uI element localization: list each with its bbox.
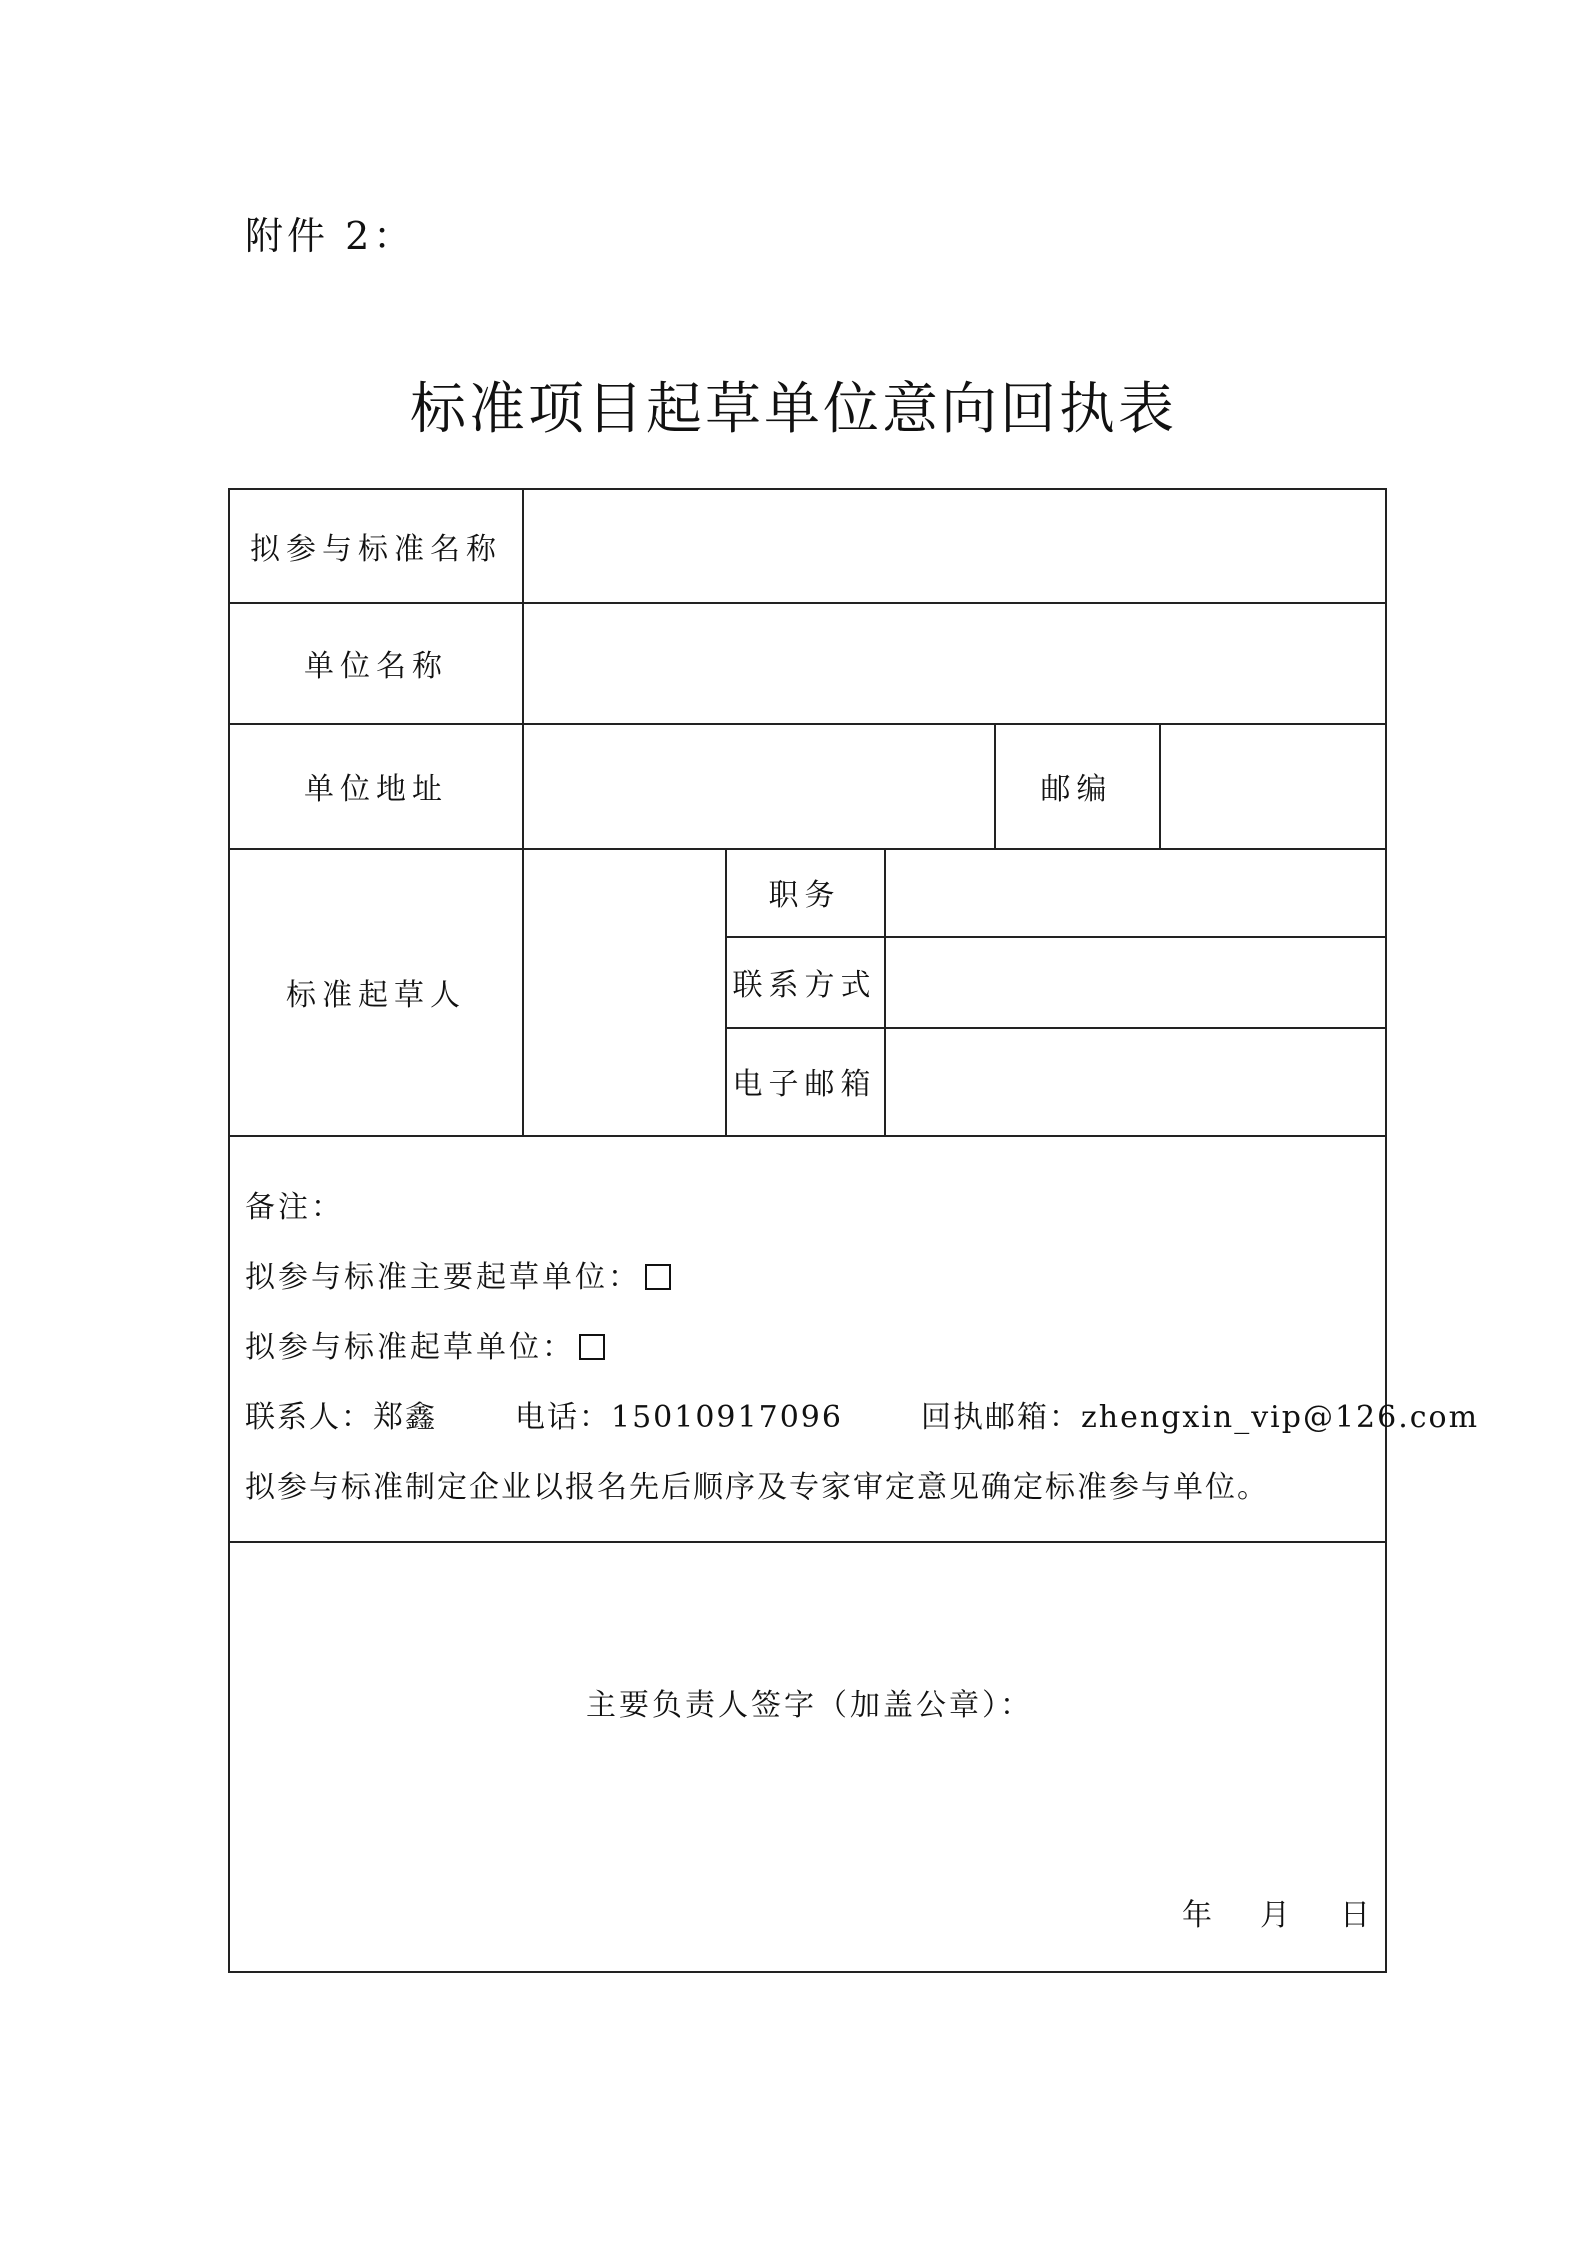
contact-person: 联系人：郑鑫	[245, 1400, 437, 1435]
remarks-label: 备注：	[245, 1190, 344, 1225]
date-year: 年	[1182, 1898, 1212, 1933]
receipt-form	[228, 488, 1480, 1973]
drafter-name-field[interactable]	[524, 850, 725, 1135]
unit-name-label: 单位名称	[304, 648, 448, 684]
drafter-label: 标准起草人	[286, 977, 466, 1013]
position-field[interactable]	[886, 850, 1385, 936]
standard-name-label: 拟参与标准名称	[250, 532, 502, 567]
contact-info-line	[245, 1392, 1479, 1436]
main-drafter-option[interactable]	[245, 1252, 671, 1296]
attachment-label: 附件 2：	[245, 214, 416, 258]
empty-checkbox-icon[interactable]	[579, 1334, 605, 1360]
date-day: 日	[1340, 1898, 1370, 1933]
drafter-option[interactable]	[245, 1322, 605, 1366]
postcode-field[interactable]	[1161, 725, 1385, 848]
position-label: 职务	[768, 878, 841, 913]
standard-name-field[interactable]	[524, 490, 1385, 602]
email-field[interactable]	[886, 1029, 1385, 1135]
signature-label: 主要负责人签字（加盖公章）：	[586, 1688, 1033, 1723]
postcode-label: 邮编	[1040, 771, 1113, 807]
main-drafter-option-label: 拟参与标准主要起草单位：	[245, 1260, 641, 1295]
unit-address-field[interactable]	[524, 725, 994, 848]
page-title: 标准项目起草单位意向回执表	[410, 377, 1177, 442]
reply-email: 回执邮箱：zhengxin_vip@126.com	[920, 1400, 1480, 1435]
selection-note: 拟参与标准制定企业以报名先后顺序及专家审定意见确定标准参与单位。	[245, 1470, 1269, 1505]
contact-field[interactable]	[886, 938, 1385, 1027]
drafter-option-label: 拟参与标准起草单位：	[245, 1330, 575, 1365]
empty-checkbox-icon[interactable]	[645, 1264, 671, 1290]
unit-name-field[interactable]	[524, 604, 1385, 723]
unit-address-label: 单位地址	[304, 771, 448, 807]
date-month: 月	[1260, 1898, 1290, 1933]
email-label: 电子邮箱	[732, 1067, 877, 1102]
contact-phone: 电话：15010917096	[515, 1400, 843, 1435]
contact-label: 联系方式	[732, 967, 877, 1003]
divider	[230, 1541, 1385, 1543]
remarks-section	[245, 1135, 1480, 1541]
